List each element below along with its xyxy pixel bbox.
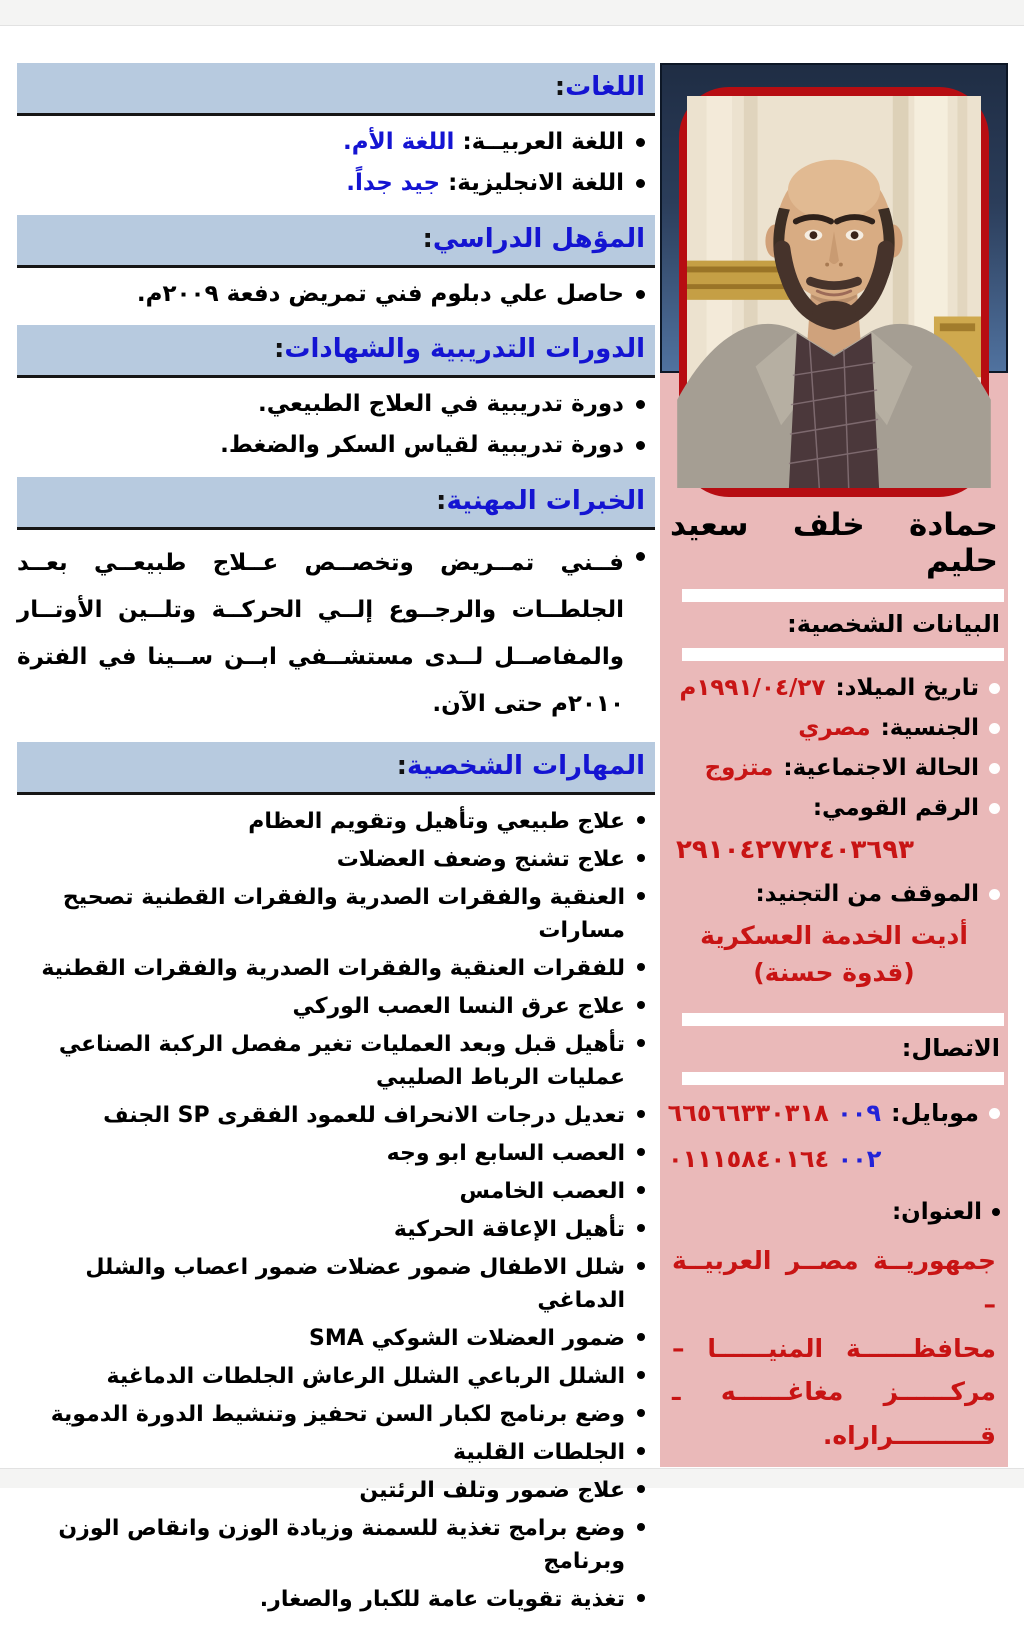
list-item <box>17 1360 645 1393</box>
nationality-label: الجنسية: <box>880 715 979 741</box>
section-header-education <box>17 215 655 268</box>
address-line: محافظــــــة المنيــــــا – <box>672 1333 996 1363</box>
contact-title: الاتصال: <box>901 1034 1000 1062</box>
bullet-icon <box>637 1001 645 1009</box>
skill-item: تعديل درجات الانحراف للعمود الفقرى SP الجنف <box>103 1103 625 1129</box>
nationality-item <box>660 715 1000 741</box>
bullet-icon <box>989 803 1000 814</box>
mobile-1-country-code: ٠٠٩ <box>837 1099 882 1127</box>
list-item <box>17 388 645 421</box>
candidate-name: حمادة خلف سعيد حليم <box>670 507 998 579</box>
section-header-courses <box>17 325 655 378</box>
list-item <box>17 1583 645 1616</box>
section-header-experience <box>17 477 655 530</box>
skill-item: وضع برنامج لكبار السن تحفيز وتنشيط الدورة الدموية <box>50 1402 625 1428</box>
list-item <box>17 1213 645 1246</box>
bullet-icon <box>989 723 1000 734</box>
nationality-value: مصري <box>798 715 871 741</box>
address-item <box>660 1199 1000 1225</box>
bullet-icon <box>636 290 645 299</box>
divider-bar <box>682 1072 1004 1085</box>
birth-date-item <box>660 675 1000 701</box>
language-level: جيد جداً. <box>346 170 441 197</box>
profile-photo <box>679 87 989 497</box>
skill-item: علاج ضمور وتلف الرئتين <box>359 1478 625 1504</box>
divider-bar <box>682 589 1004 602</box>
bullet-icon <box>637 1371 645 1379</box>
marital-status-label: الحالة الاجتماعية: <box>783 755 979 781</box>
section-colon: : <box>422 223 433 254</box>
skill-item: العصب السابع ابو وجه <box>386 1141 625 1167</box>
list-item <box>17 881 645 947</box>
language-item <box>17 126 624 159</box>
skills-list <box>17 795 655 1627</box>
skill-item: وضع برامج تغذية للسمنة وزيادة الوزن وانقاص الوزن وبرنامج <box>58 1516 625 1575</box>
bullet-icon <box>637 963 645 971</box>
skill-item: العنقية والفقرات الصدرية والفقرات القطنية تصحيح مسارات <box>62 885 625 944</box>
skill-item: العصب الخامس <box>459 1179 625 1205</box>
bullet-icon <box>636 441 645 450</box>
mobile-number-2 <box>668 1145 881 1173</box>
bullet-icon <box>989 1108 1000 1119</box>
bullet-icon <box>636 179 645 188</box>
course-item: دورة تدريبية في العلاج الطبيعي. <box>257 391 624 418</box>
list-item <box>17 1436 645 1469</box>
courses-list <box>17 378 655 477</box>
course-item: دورة تدريبية لقياس السكر والضغط. <box>220 432 624 459</box>
skill-item: شلل الاطفال ضمور عضلات ضمور اعصاب والشلل الدماغي <box>85 1255 625 1314</box>
address-line: جمهوريــة مصــر العربيــة – <box>672 1246 996 1319</box>
list-item <box>17 429 645 462</box>
military-status-note: (قدوة حسنة) <box>753 958 915 987</box>
skill-item: علاج طبيعي وتأهيل وتقويم العظام <box>248 809 625 835</box>
sidebar <box>660 63 1008 1467</box>
bullet-icon <box>637 1447 645 1455</box>
section-title-experience: الخبرات المهنية <box>446 485 645 516</box>
list-item <box>17 805 645 838</box>
list-item <box>17 1137 645 1170</box>
list-item <box>17 126 645 159</box>
mobile-label: موبايل: <box>891 1099 979 1127</box>
list-item <box>17 1099 645 1132</box>
address-line: قــــــــــراراه. <box>822 1421 996 1450</box>
bullet-icon <box>637 1485 645 1493</box>
skill-item: للفقرات العنقية والفقرات الصدرية والفقرات القطنية <box>41 956 625 982</box>
list-item <box>17 278 645 311</box>
address-line: مركــــــز مغاغــــــه ـ <box>672 1377 996 1407</box>
bullet-icon <box>636 552 645 561</box>
bullet-icon <box>637 854 645 862</box>
section-colon: : <box>554 72 566 102</box>
bullet-icon <box>637 1409 645 1417</box>
list-item <box>17 843 645 876</box>
experience-text: فــني تمــريض وتخصــص عــلاج طبيعــي بعــد الجلطــات والرجــوع إلــي الحركــة وتلــين الأوتــار والمفاصــل لــدى مستشــفي ابــن ســينا في الفترة ٢٠١٠م حتى الآن. <box>17 549 624 718</box>
language-label: اللغة الانجليزية: <box>448 170 624 197</box>
bullet-icon <box>637 1224 645 1232</box>
main-column <box>17 63 655 1627</box>
section-title-skills: المهارات الشخصية <box>407 751 645 782</box>
language-level: اللغة الأم. <box>342 129 455 155</box>
bullet-icon <box>989 889 1000 900</box>
divider-bar <box>682 1013 1004 1026</box>
skill-item: علاج تشنج وضعف العضلات <box>336 847 625 873</box>
bullet-icon <box>637 1262 645 1270</box>
marital-status-value: متزوج <box>704 755 774 781</box>
divider-bar <box>682 648 1004 661</box>
skill-item: الشلل الرباعي الشلل الرعاش الجلطات الدماغية <box>106 1364 625 1390</box>
military-status-label: الموقف من التجنيد: <box>755 881 979 907</box>
bullet-icon <box>636 138 645 147</box>
bullet-icon <box>637 1333 645 1341</box>
national-id-value: ٢٩١٠٤٢٧٧٢٤٠٣٦٩٣ <box>676 835 915 865</box>
skill-item: تأهيل قبل وبعد العمليات تغير مفصل الركبة الصناعي عمليات الرباط الصليبي <box>58 1032 625 1091</box>
section-header-languages <box>17 63 655 116</box>
military-status-value: أديت الخدمة العسكرية <box>700 921 968 950</box>
military-status-item <box>660 881 1000 907</box>
list-item <box>17 1028 645 1094</box>
skill-item: تأهيل الإعاقة الحركية <box>393 1217 625 1243</box>
bullet-icon <box>637 892 645 900</box>
bullet-icon <box>637 1039 645 1047</box>
list-item <box>17 1251 645 1317</box>
skill-item: الجلطات القلبية <box>452 1440 625 1466</box>
mobile-1-number: ٦٦٥٦٦٣٣٠٣١٨ <box>667 1099 829 1127</box>
section-header-skills <box>17 742 655 795</box>
bullet-icon <box>636 400 645 409</box>
mobile-2-number: ٠١١١٥٨٤٠١٦٤ <box>668 1145 830 1173</box>
skill-item: علاج عرق النسا العصب الوركي <box>292 994 625 1020</box>
section-title-languages: اللغات <box>565 72 645 102</box>
language-label: اللغة العربيــة: <box>462 129 624 155</box>
bullet-icon <box>637 1594 645 1602</box>
list-item <box>17 1322 645 1355</box>
section-title-education: المؤهل الدراسي <box>432 223 645 254</box>
education-item: حاصل علي دبلوم فني تمريض دفعة ٢٠٠٩م. <box>136 280 624 307</box>
address-label: العنوان: <box>891 1199 982 1225</box>
list-item <box>17 167 645 200</box>
bullet-icon <box>637 1523 645 1531</box>
list-item <box>17 952 645 985</box>
bullet-icon <box>989 763 1000 774</box>
mobile-number-2-line <box>660 1145 1008 1173</box>
national-id-label: الرقم القومي: <box>812 795 979 821</box>
education-list <box>17 268 655 325</box>
list-item <box>17 1175 645 1208</box>
marital-status-item <box>660 755 1000 781</box>
mobile-2-country-code: ٠٠٢ <box>837 1145 882 1173</box>
bullet-icon <box>637 1148 645 1156</box>
profile-photo-illustration <box>688 96 980 488</box>
bullet-icon <box>637 1110 645 1118</box>
skill-item: تغذية تقويات عامة للكبار والصغار. <box>259 1587 625 1613</box>
experience-block <box>17 530 655 743</box>
mobile-number-1 <box>668 1099 881 1127</box>
bullet-icon <box>992 1208 1000 1216</box>
bullet-icon <box>637 1186 645 1194</box>
list-item <box>17 540 645 729</box>
birth-date-value: ١٩٩١/٠٤/٢٧م <box>679 675 826 701</box>
list-item <box>17 1512 645 1578</box>
bullet-icon <box>989 683 1000 694</box>
section-colon: : <box>273 334 285 365</box>
list-item <box>17 1398 645 1431</box>
list-item <box>17 990 645 1023</box>
section-colon: : <box>396 751 408 782</box>
languages-list <box>17 116 655 215</box>
personal-data-title: البيانات الشخصية: <box>787 610 1000 638</box>
skill-item: ضمور العضلات الشوكي SMA <box>309 1326 625 1352</box>
birth-date-label: تاريخ الميلاد: <box>835 675 979 701</box>
language-item <box>17 167 624 200</box>
section-colon: : <box>436 485 447 516</box>
mobile-item <box>660 1099 1000 1127</box>
section-title-courses: الدورات التدريبية والشهادات <box>284 334 645 365</box>
page-top-margin <box>0 0 1024 26</box>
national-id-item <box>660 795 1000 821</box>
address-block <box>660 1239 1008 1458</box>
list-item <box>17 1474 645 1507</box>
bullet-icon <box>637 816 645 824</box>
photo-zone <box>660 63 1008 497</box>
